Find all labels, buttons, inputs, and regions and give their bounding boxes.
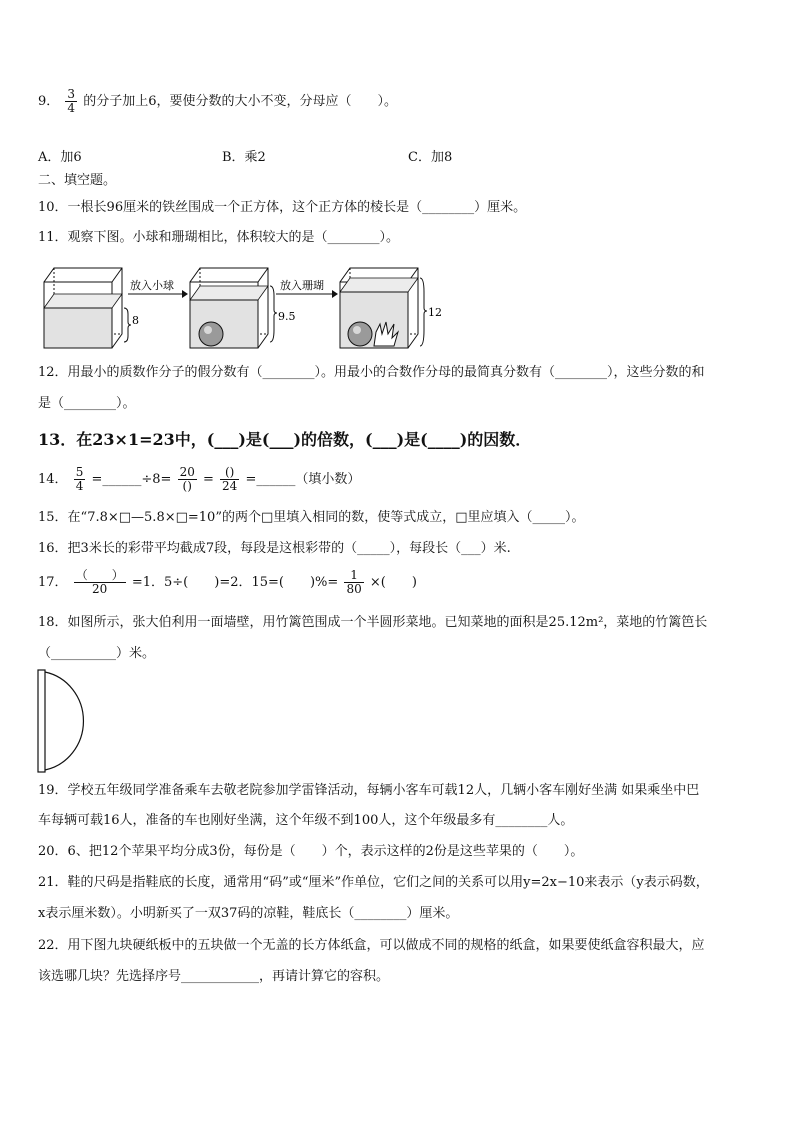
fraction-numerator: 5 <box>75 465 84 479</box>
question-number: 14． <box>38 472 68 487</box>
fraction-numerator: 3 <box>67 87 76 101</box>
question-22-line2: 该选哪几块？先选择序号____________，再请计算它的容积。 <box>38 969 390 984</box>
question-19-line2: 车每辆可载16人，准备的车也刚好坐满，这个年级不到100人，这个年级最多有________人。 <box>38 813 574 828</box>
question-number: 9． <box>38 94 60 109</box>
arrow-label-coral: 放入珊瑚 <box>280 279 324 292</box>
question-text: =______÷8= <box>91 472 172 487</box>
fraction-numerator: () <box>220 466 239 480</box>
question-9 <box>38 88 397 115</box>
question-tail: =______（填小数） <box>245 472 361 487</box>
semicircle-garden-figure <box>36 668 96 774</box>
question-19-line1: 19．学校五年级同学准备乘车去敬老院参加学雷锋活动，每辆小客车可载12人，几辆小客车刚好坐满 如果乘坐中巴 <box>38 783 700 798</box>
fraction-5-4 <box>74 466 86 493</box>
fraction-denominator: () <box>182 479 192 493</box>
fraction-3-4 <box>65 88 77 115</box>
question-text: 的分子加上6，要使分数的大小不变，分母应（ ）。 <box>83 94 397 109</box>
fraction-denominator: 4 <box>75 479 84 493</box>
question-number: 17． <box>38 575 68 590</box>
section-title: 二、填空题。 <box>38 173 117 188</box>
question-11: 11．观察下图。小球和珊瑚相比，体积较大的是（________）。 <box>38 230 400 245</box>
question-10: 10．一根长96厘米的铁丝围成一个正方体，这个正方体的棱长是（________）厘米。 <box>38 200 527 215</box>
fraction-denominator: 20 <box>92 582 108 596</box>
question-18-line1: 18．如图所示，张大伯利用一面墙壁，用竹篱笆围成一个半圆形菜地。已知菜地的面积是25.12m²，菜地的竹篱笆长 <box>38 615 708 630</box>
question-21-line1: 21．鞋的尺码是指鞋底的长度，通常用“码”或“厘米”作单位，它们之间的关系可以用y=2x−10来表示（y表示码数， <box>38 875 709 890</box>
fraction-blank-24 <box>220 466 239 493</box>
question-12-line2: 是（________）。 <box>38 396 136 411</box>
fraction-numerator: 1 <box>344 569 363 583</box>
question-15: 15．在“7.8×□—5.8×□=10”的两个□里填入相同的数，使等式成立，□里应填入（_____）。 <box>38 510 585 525</box>
question-16: 16．把3米长的彩带平均截成7段，每段是这根彩带的（_____），每段长（___）米. <box>38 541 511 556</box>
question-18-line2: （__________）米。 <box>38 646 156 661</box>
option-a: A．加6 <box>38 150 82 165</box>
fraction-denominator: 4 <box>67 101 76 115</box>
height-label-2: 9.5 <box>278 310 296 323</box>
question-20: 20．6、把12个苹果平均分成3份，每份是（ ）个，表示这样的2份是这些苹果的（ ）。 <box>38 844 584 859</box>
question-14 <box>38 466 360 493</box>
fraction-denominator: 24 <box>222 479 238 493</box>
option-b: B．乘2 <box>222 150 266 165</box>
fraction-denominator: 80 <box>346 582 362 596</box>
fraction-blank-20 <box>74 569 126 596</box>
fraction-numerator: （ ） <box>75 568 124 582</box>
question-13: 13．在23×1=23中，(___)是(___)的倍数，(___)是(____)的因数． <box>38 430 532 449</box>
fraction-20-blank <box>178 466 197 493</box>
container-figure <box>38 262 448 352</box>
arrow-label-ball: 放入小球 <box>130 279 174 292</box>
question-21-line2: x表示厘米数）。小明新买了一双37码的凉鞋，鞋底长（________）厘米。 <box>38 906 459 921</box>
question-12-line1: 12．用最小的质数作分子的假分数有（________）。用最小的合数作分母的最简真分数有（________），这些分数的和 <box>38 365 705 380</box>
height-label-3: 12 <box>428 306 442 319</box>
option-c: C．加8 <box>408 150 453 165</box>
fraction-numerator: 20 <box>179 465 195 479</box>
question-text: =1．5÷( )=2．15=( )%= <box>131 575 339 590</box>
question-22-line1: 22．用下图九块硬纸板中的五块做一个无盖的长方体纸盒，可以做成不同的规格的纸盒，如果要使纸盒容积最大，应 <box>38 938 705 953</box>
height-label-1: 8 <box>132 314 139 327</box>
fraction-1-80 <box>344 569 363 596</box>
question-17 <box>38 569 417 596</box>
equals-sign: = <box>202 472 214 487</box>
question-tail: ×( ) <box>369 575 417 590</box>
